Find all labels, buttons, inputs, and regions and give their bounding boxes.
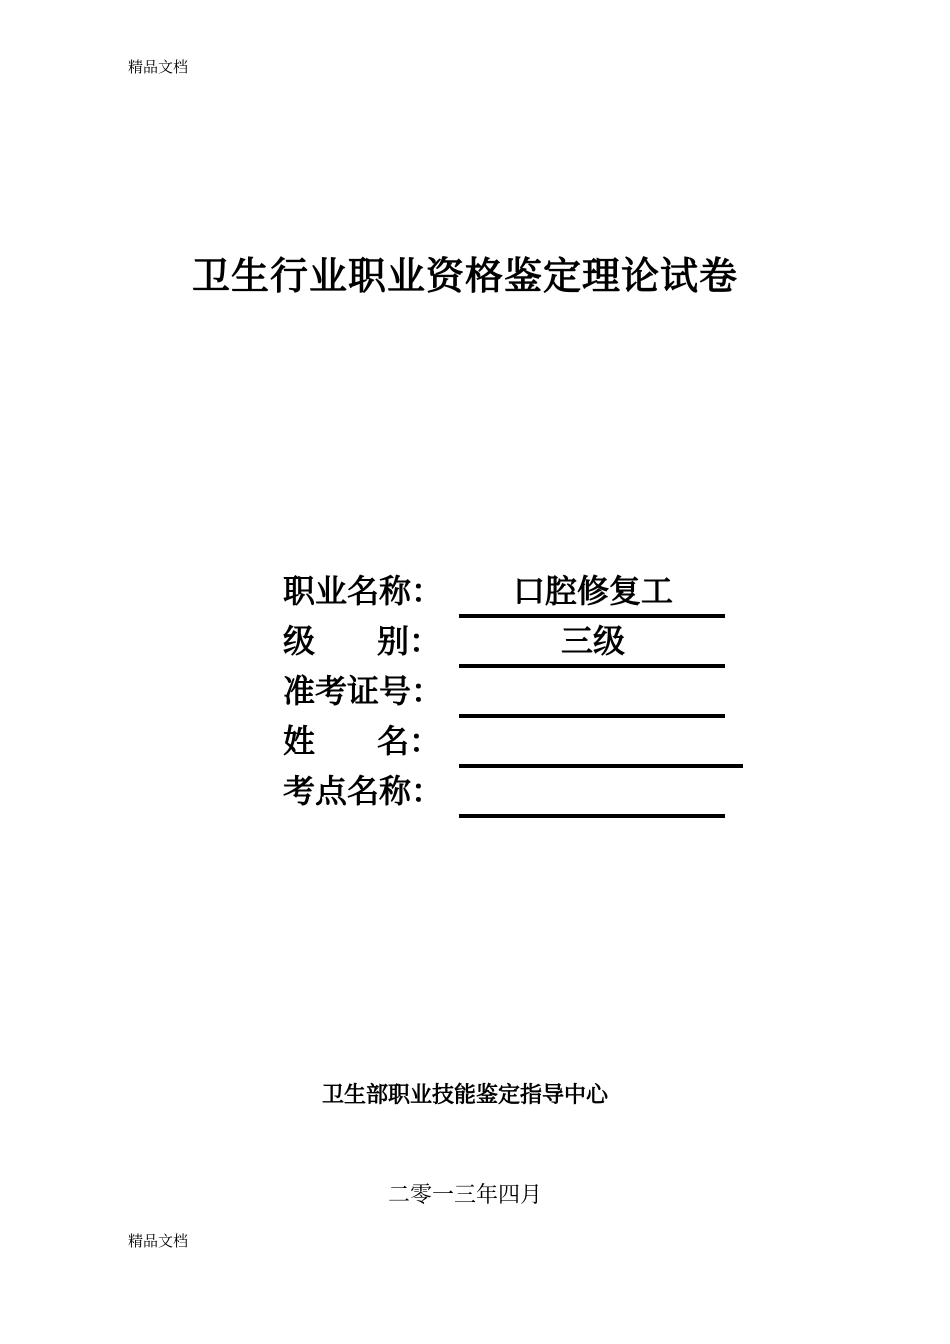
- occupation-row: [283, 560, 753, 610]
- exam-number-label: 准考证号：: [283, 672, 444, 710]
- name-label-part-2: 名：: [376, 722, 441, 760]
- level-label-part-1: 级: [283, 622, 316, 660]
- name-label-part-1: 姓: [283, 722, 316, 760]
- issuing-organization: 卫生部职业技能鉴定指导中心: [321, 1083, 608, 1108]
- exam-number-row: [283, 660, 753, 710]
- name-row: [283, 710, 753, 760]
- level-row: [283, 610, 753, 660]
- occupation-label: 职业名称：: [283, 572, 444, 610]
- occupation-value: 口腔修复工: [512, 572, 673, 610]
- header-watermark: 精品文档: [128, 58, 189, 76]
- level-label: [283, 616, 441, 662]
- test-site-label: 考点名称：: [283, 772, 444, 810]
- document-title: 卫生行业职业资格鉴定理论试卷: [191, 254, 738, 298]
- name-label: [283, 716, 441, 762]
- test-site-row: [283, 760, 753, 810]
- level-value: 三级: [560, 622, 625, 660]
- issue-date: 二零一三年四月: [387, 1183, 542, 1208]
- candidate-info-form: [283, 560, 753, 810]
- footer-watermark: 精品文档: [128, 1232, 189, 1250]
- level-label-part-2: 别：: [376, 622, 441, 660]
- test-site-underline: [459, 814, 725, 818]
